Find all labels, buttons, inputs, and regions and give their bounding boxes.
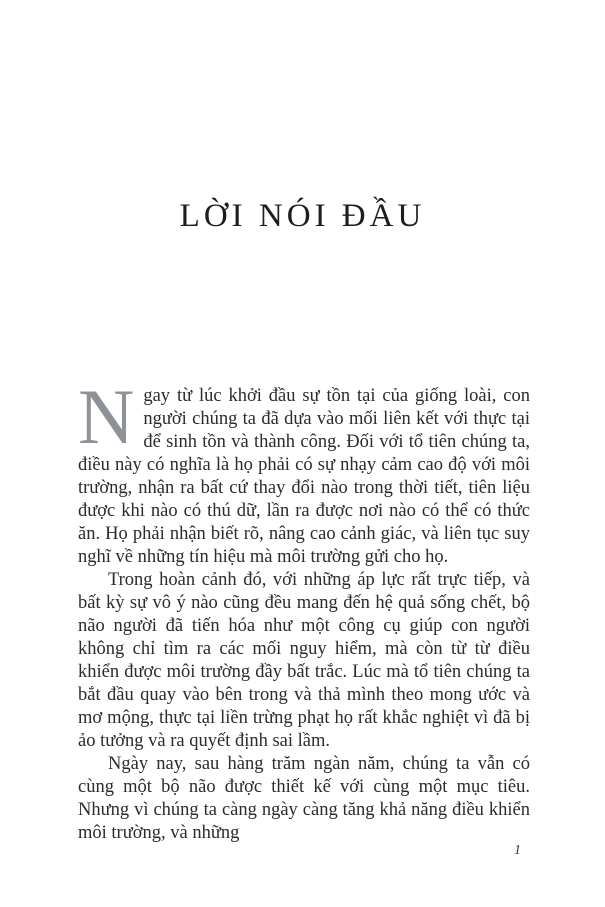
chapter-title: LỜI NÓI ĐẦU [179,198,426,234]
drop-cap: N [78,373,135,460]
paragraph-2: Trong hoàn cảnh đó, với những áp lực rất trực tiếp, và bất kỳ sự vô ý nào cũng đều mang đến hệ quả sống chết, bộ não người đã tiến hóa như một công cụ giúp con người không chỉ tìm ra các mối nguy hiểm, mà còn từ từ điều khiển được môi trường đầy bất trắc. Lúc mà tổ tiên chúng ta bắt đầu quay vào bên trong và thả mình theo mong ước và mơ mộng, thực tại liền trừng phạt họ rất khắc nghiệt vì đã bị ảo tưởng và ra quyết định sai lầm. [78,570,530,751]
paragraph-1 [78,373,530,569]
paragraph-1-text: gay từ lúc khởi đầu sự tồn tại của giống loài, con người chúng ta đã dựa vào mối liên kết với thực tại để sinh tồn và thành công. Đối với tổ tiên chúng ta, điều này có nghĩa là họ phải có sự nhạy cảm cao độ với môi trường, nhận ra bất cứ thay đổi nào trong thời tiết, tiên liệu được khi nào có thú dữ, lần ra được nơi nào có thể có thức ăn. Họ phải nhận biết rõ, nâng cao cảnh giác, và liên tục suy nghĩ về những tín hiệu mà môi trường gửi cho họ. [78,386,530,567]
paragraph-3: Ngày nay, sau hàng trăm ngàn năm, chúng ta vẫn có cùng một bộ não được thiết kế với cùng một mục tiêu. Nhưng vì chúng ta càng ngày càng tăng khả năng điều khiển môi trường, và những [78,754,530,843]
page-number: 1 [514,843,521,858]
body-text [78,373,530,845]
